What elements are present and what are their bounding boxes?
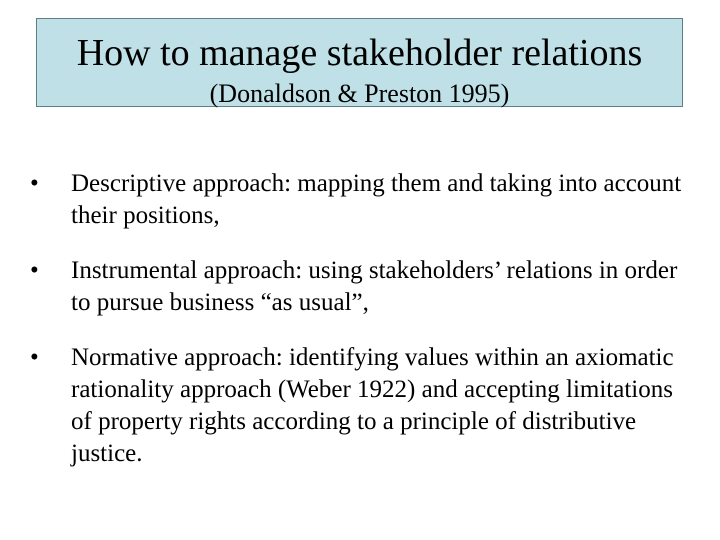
bullet-list: [30, 168, 700, 493]
bullet-text: Descriptive approach: mapping them and taking into account their positions,: [71, 170, 682, 229]
slide-subtitle: (Donaldson & Preston 1995): [209, 79, 510, 108]
bullet-icon: •: [30, 344, 39, 371]
bullet-item-normative: [30, 342, 700, 470]
bullet-icon: •: [30, 257, 39, 284]
bullet-text: Instrumental approach: using stakeholders’ relations in order to pursue business “as usual”,: [71, 257, 678, 316]
bullet-text: Normative approach: identifying values within an axiomatic rationality approach (Weber 1922) and accepting limitations of property rights according to a principle of distributive justice.: [71, 344, 674, 467]
bullet-item-descriptive: [30, 168, 700, 232]
slide-title: How to manage stakeholder relations: [76, 32, 643, 74]
title-box: [36, 18, 683, 107]
bullet-item-instrumental: [30, 255, 700, 319]
bullet-icon: •: [30, 170, 39, 197]
